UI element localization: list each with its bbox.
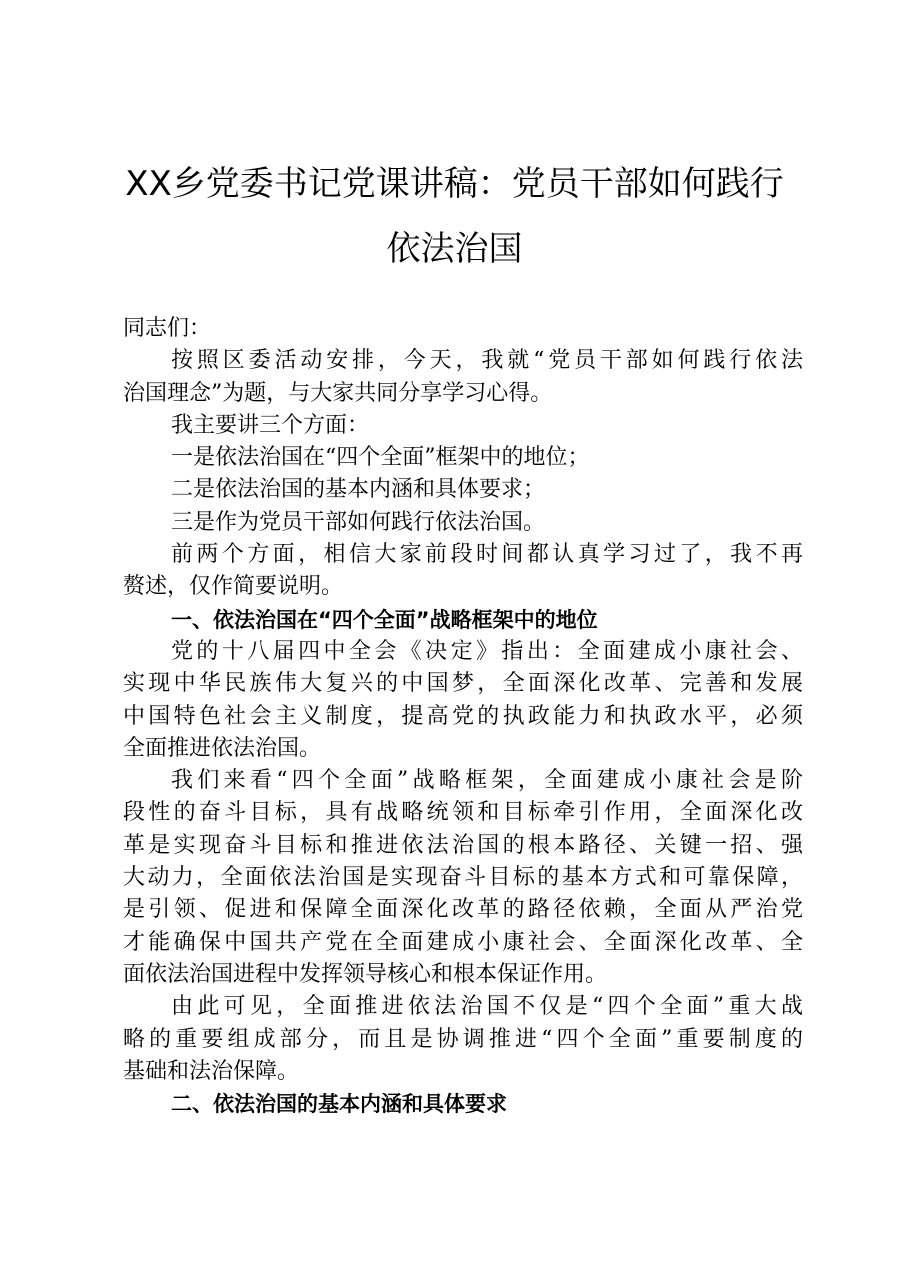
paragraph-line: 治国理念”为题，与大家共同分享学习心得。 (123, 380, 553, 406)
paragraph-line: 才能确保中国共产党在全面建成小康社会、全面深化改革、全 (123, 929, 803, 955)
paragraph-line: 我们来看“四个全面”战略框架，全面建成小康社会是阶 (171, 768, 803, 794)
paragraph-line: 段性的奋斗目标，具有战略统领和目标牵引作用，全面深化改 (123, 800, 803, 826)
paragraph-line: 二是依法治国的基本内涵和具体要求； (171, 477, 546, 503)
paragraph-line: 我主要讲三个方面： (171, 412, 370, 438)
paragraph-line: 中国特色社会主义制度，提高党的执政能力和执政水平，必须 (123, 703, 803, 729)
document-body (123, 313, 813, 1120)
paragraph-line: 党的十八届四中全会《决定》指出：全面建成小康社会、 (171, 638, 803, 664)
paragraph-line: 一是依法治国在“四个全面”框架中的地位； (171, 445, 590, 471)
paragraph-line: 全面推进依法治国。 (123, 735, 322, 761)
paragraph-line: 大动力，全面依法治国是实现奋斗目标的基本方式和可靠保障， (123, 865, 803, 891)
paragraph-line: 面依法治国进程中发挥领导核心和根本保证作用。 (123, 961, 608, 987)
paragraph-line: 同志们： (123, 316, 212, 341)
paragraph-line: 基础和法治保障。 (123, 1058, 300, 1084)
paragraph-line: 略的重要组成部分，而且是协调推进“四个全面”重要制度的 (123, 1026, 803, 1052)
document-title-line-1: XX乡党委书记党课讲稿：党员干部如何践行 (125, 164, 784, 204)
section-heading: 二、依法治国的基本内涵和具体要求 (171, 1092, 507, 1117)
paragraph-line: 是引领、促进和保障全面深化改革的路径依赖，全面从严治党 (123, 897, 803, 923)
paragraph-line: 三是作为党员干部如何践行依法治国。 (171, 509, 546, 535)
paragraph-line: 前两个方面，相信大家前段时间都认真学习过了，我不再 (171, 542, 803, 568)
paragraph-line: 革是实现奋斗目标和推进依法治国的根本路径、关键一招、强 (123, 832, 803, 858)
paragraph-line: 实现中华民族伟大复兴的中国梦，全面深化改革、完善和发展 (123, 671, 803, 697)
document-title-line-2: 依法治国 (386, 229, 523, 269)
paragraph-line: 赘述，仅作简要说明。 (123, 574, 344, 600)
paragraph-line: 由此可见，全面推进依法治国不仅是“四个全面”重大战 (171, 994, 803, 1020)
paragraph-line: 按照区委活动安排，今天，我就“党员干部如何践行依法 (171, 348, 803, 374)
section-heading: 一、依法治国在“四个全面”战略框架中的地位 (171, 607, 598, 632)
